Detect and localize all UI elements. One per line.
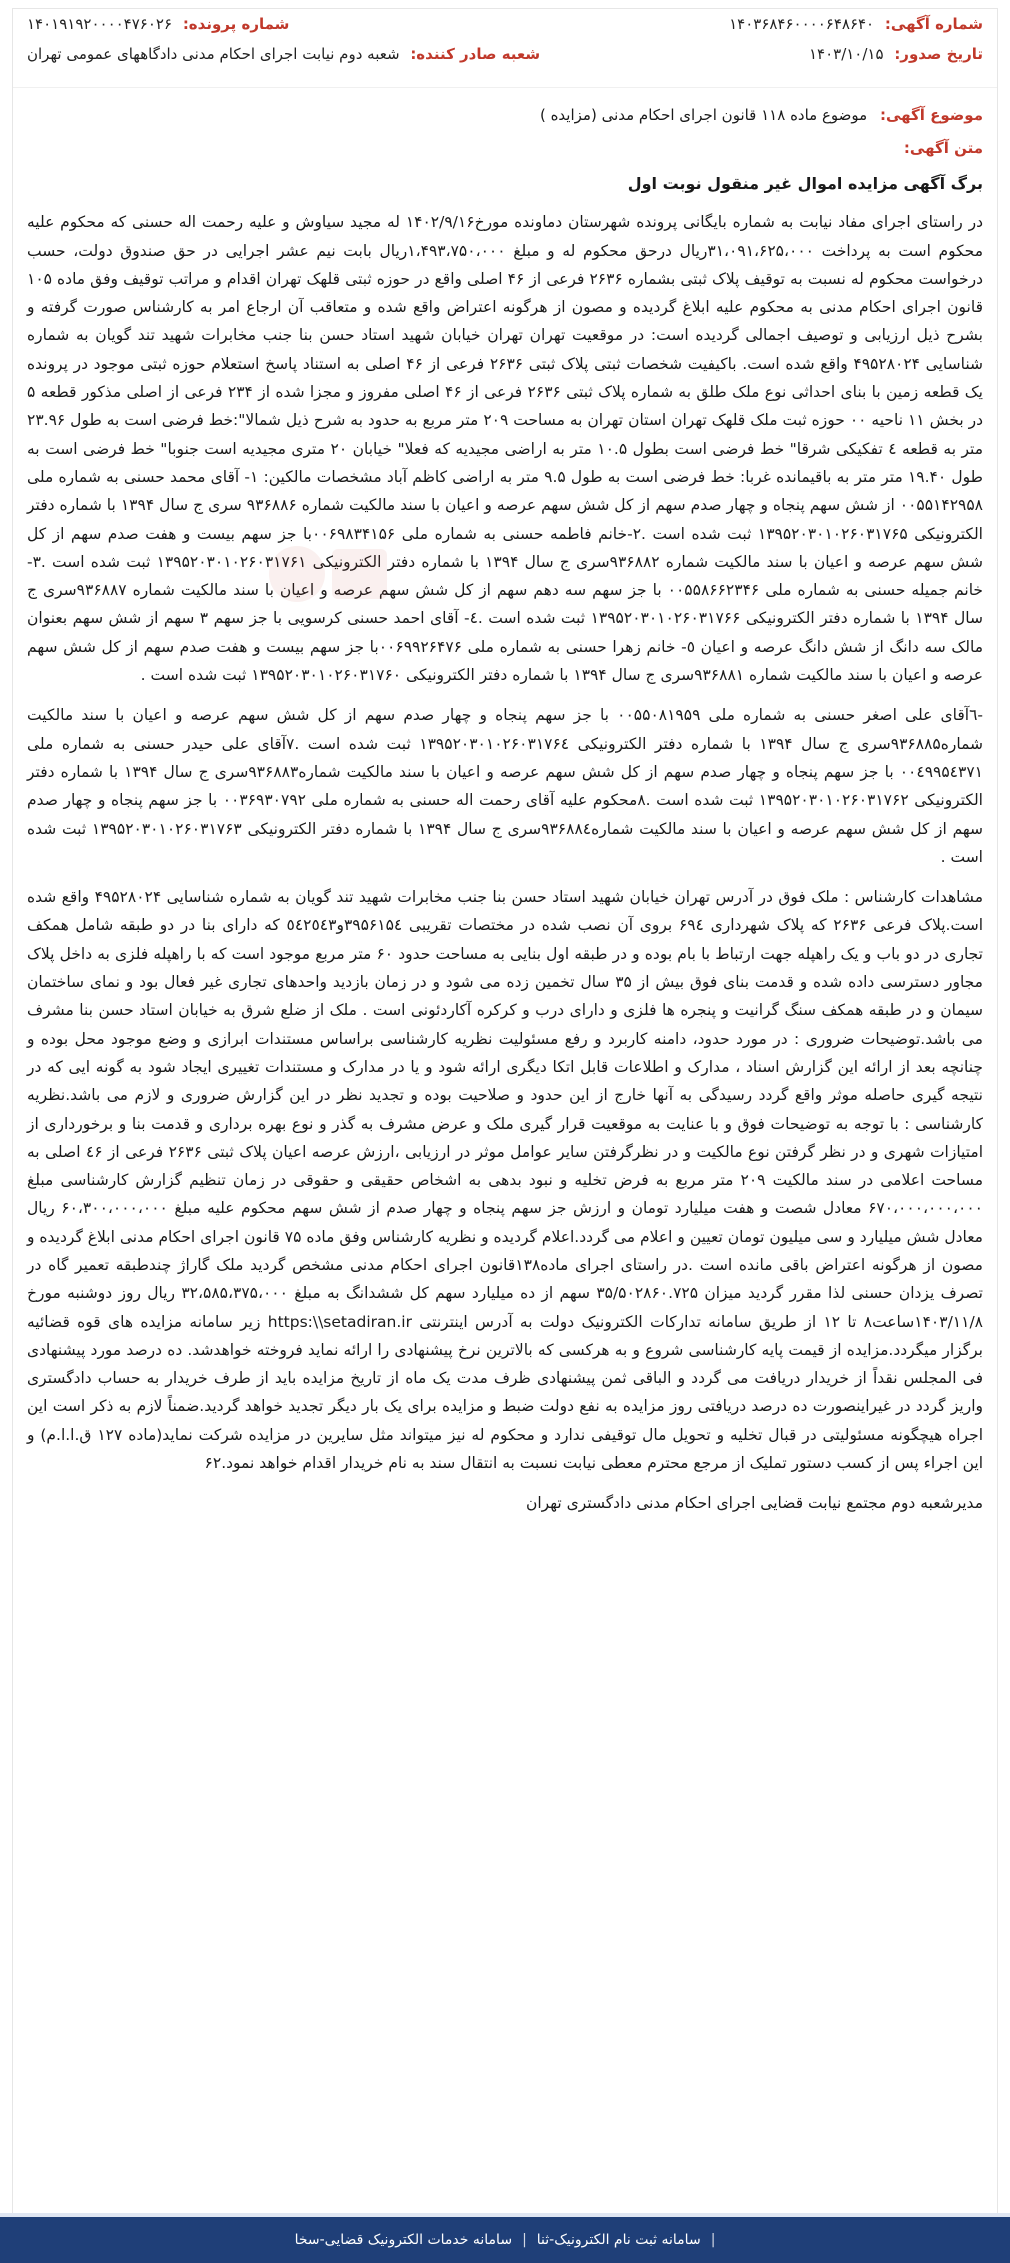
issue-date-value: ۱۴۰۳/۱۰/۱۵ [808,45,884,63]
issuer-field [27,45,540,63]
ad-body [13,170,997,1518]
text-label: متن آگهی: [903,139,983,157]
ad-number-value: ۱۴۰۳۶۸۴۶۰۰۰۰۶۴۸۶۴۰ [729,15,875,33]
ad-number-field [729,15,983,33]
ad-header [13,9,997,79]
footer-link-sana[interactable]: سامانه ثبت نام الکترونیک-ثنا [536,2232,701,2248]
body-paragraph-3: مشاهدات کارشناس : ملک فوق در آدرس تهران خیابان شهید استاد حسن بنا جنب مخابرات شهید تند گویان به شماره شناسایی ۴۹۵۲۸۰۲۴ واقع شده است.پلاک فرعی ۲۶۳۶ که پلاک شهرداری ۶۹٤ بروی آن نصب شده در مختصات تقریبی ۳۹۵۶۱۵٤و٥٤٢٥٤۳ که دارای بنا در دو طبقه شامل همکف تجاری در دو باب و یک راهپله جهت ارتباط با بام بوده و در طبقه اول بنایی به مساحت حدود ۶۰ متر مربع موجود است که با راهپله فلزی به داخل پلاک مجاور دسترسی داده شده و قدمت بنای فوق بیش از ۳۵ سال تخمین زده می شود و در زمان بازدید واحدهای تجاری غیر فعال بود و نمای ساختمان سیمان و در طبقه همکف سنگ گرانیت و پنجره ها فلزی و دارای درب و کرکره آکاردئونی است . ملک از ضلع شرق به خیابان استاد حسن بنا مشرف می باشد.توضیحات ضروری : در مورد حدود، دامنه کاربرد و رفع مسئولیت نظریه کارشناسی براساس مستندات ابرازی و وضع موجود محل بوده و چنانچه بعد از ارائه این گزارش اسناد ، مدارک و اطلاعات قابل اتکا دیگری ارائه شود و یا در مدارک و مستندات تغییری ایجاد شود به گونه ایی که در نتیجه گیری حاصله موثر واقع گردد رسیدگی به آنها خارج از این حدود و صلاحیت بوده و تجدید نظر در این گزارش ضروری و لازم می باشد.نظریه کارشناسی : با توجه به توضیحات فوق و با عنایت به موقعیت قرار گیری ملک و عرض مشرف به گذر و نوع بهره برداری و قدمت بنا و برخورداری از امتیازات شهری و در نظر گرفتن نوع مالکیت و در نظرگرفتن سایر عوامل موثر در ارزیابی ،ارزش عرصه اعیان پلاک ثبتی ۲۶۳۶ فرعی از ٤۶ اصلی به مساحت اعلامی در سند مالکیت ۲۰۹ متر مربع به فرض تخلیه و نبود بدهی به اشخاص حقیقی و حقوقی در زمان تنظیم گزارش کارشناسی مبلغ ۶۷۰،۰۰۰،۰۰۰،۰۰۰ معادل شصت و هفت میلیارد تومان و ارزش جز سهم پنجاه و چهار صدم از شش سهم محکوم علیه مبلغ ۶۰،۳۰۰،۰۰۰،۰۰۰ ریال معادل شش میلیارد و سی میلیون تومان تعیین و اعلام می گردد.اعلام گردیده و نظریه کارشناس وفق ماده ۷۵ قانون اجرای احکام مدنی ابلاغ گردیده و مصون از هرگونه اعتراض باقی مانده است .در راستای اجرای ماده۱۳۸قانون اجرای احکام مدنی مشخص گردید ملک گاراژ چندطبقه تعمیر گاه در تصرف یزدان حسنی لذا مقرر گردید میزان ۳۵/۵۰۲۸۶۰.۷۲۵ سهم از ده میلیارد سهم کل ششدانگ به مبلغ ۳۲،۵۸۵،۳۷۵،۰۰۰ ریال روز دوشنبه مورخ ۱۴۰۳/۱۱/۸ساعت۸ تا ۱۲ از طریق سامانه تدارکات الکترونیک دولت به آدرس اینترنتی https:\\setadiran.ir زیر سامانه مزایده های قوه قضائیه برگزار میگردد.مزایده از قیمت پایه کارشناسی شروع و به هرکسی که بالاترین نرخ پیشنهادی را ارائه نماید فروخته خواهدشد. ده درصد مورد پیشنهادی فی المجلس نقداً از خریدار دریافت می گردد و الباقی ثمن پیشنهادی ظرف مدت یک ماه از تاریخ مزایده باید از طرف خریدار به حساب دادگستری واریز گردد در غیراینصورت ده درصد دریافتی روز مزایده به نفع دولت ضبط و مزایده برای یک بار دیگر تجدید خواهد گردید.ضمناً لازم به ذکر است این اجراه هیچگونه مسئولیتی در قبال تخلیه و تحویل مال توقیفی ندارد و محکوم له نیز میتواند مثل سایرین در مزایده شرکت نماید(ماده ۱۲۷ ق.ا.ا.م) و این اجراء پس از کسب دستور تملیک از مرجع محترم معطی نیابت نسبت به انتقال سند به نام خریدار اقدام خواهد نمود.۶۲ [27,888,984,1473]
header-row-2 [27,45,983,79]
issue-date-field [809,45,983,63]
body-paragraph-2: -٦آقای علی اصغر حسنی به شماره ملی ۰۰۵۵۰۸۱۹۵۹ با جز سهم پنجاه و چهار صدم سهم از کل شش سهم عرصه و اعیان با سند مالکیت شماره۹۳۶۸۸۵سری ج سال ۱۳۹۴ با شماره دفتر الکترونیکی ۱۳۹۵۲۰۳۰۱۰۲۶۰۳۱۷۶٤ ثبت شده است .۷آقای علی حیدر حسنی به شماره ملی ۰۰٤۹۹۵٤۳۷۱ با جز سهم پنجاه و چهار صدم سهم از کل شش سهم عرصه و اعیان با سند مالکیت شماره۹۳۶۸۸۳سری ج سال ۱۳۹۴ با شماره دفتر الکترونیکی ۱۳۹۵۲۰۳۰۱۰۲۶۰۳۱۷۶۲ ثبت شده است .۸محکوم علیه آقای رحمت اله حسنی به شماره ملی ۰۰۳۶۹۳۰۷۹۲ با جز سهم پنجاه و چهار صدم سهم از کل شش سهم عرصه و اعیان با سند مالکیت شماره۹۳۶۸۸٤سری ج سال ۱۳۹۴ با شماره دفتر الکترونیکی ۱۳۹۵۲۰۳۰۱۰۲۶۰۳۱۷۶۳ ثبت شده است . [27,706,984,866]
case-number-label: شماره پرونده: [182,15,290,33]
topic-value: موضوع ماده ۱۱۸ قانون اجرای احکام مدنی (مزایده ) [539,106,868,124]
issue-date-label: تاریخ صدور: [894,45,983,63]
footer-bar [0,2217,1010,2263]
divider [13,87,997,88]
issuer-value: شعبه دوم نیابت اجرای احکام مدنی دادگاههای عمومی تهران [27,45,400,63]
header-row-1 [27,15,983,45]
ad-document [12,8,998,2218]
body-paragraph-1: در راستای اجرای مفاد نیابت به شماره بایگانی پرونده شهرستان دماونده مورخ۱۴۰۲/۹/۱۶ له مجید سیاوش و علیه رحمت اله حسنی که محکوم علیه محکوم است به پرداخت ۳۱،۰۹۱،۶۲۵،۰۰۰ریال درحق محکوم له و مبلغ ۱،۴۹۳،۷۵۰،۰۰۰ریال بابت نیم عشر اجرایی در حق صندوق دولت، حسب درخواست محکوم له نسبت به توقیف پلاک ثبتی بشماره ۲۶۳۶ فرعی از ۴۶ اصلی واقع در حوزه ثبتی قلهک تهران اقدام و مراتب توقیف وفق ماده ۱۰۵ قانون اجرای احکام مدنی به محکوم علیه ابلاغ گردیده و مصون از هرگونه اعتراض واقع شده و متعاقب آن ارجاع امر به کارشناس صورت گرفته و بشرح ذیل ارزیابی و توصیف اجمالی گردیده است: در موقعیت تهران تهران خیابان شهید استاد حسن بنا جنب مخابرات شهید تند گویان به شماره شناسایی ۴۹۵۲۸۰۲۴ واقع شده است. باکیفیت شخصات ثبتی پلاک ثبتی ۲۶۳۶ فرعی از ۴۶ اصلی به استناد پاسخ استعلام حوزه ثبتی موجود در پرونده یک قطعه زمین با بنای احداثی نوع ملک طلق به شماره پلاک ثبتی ۲۶۳۶ فرعی از ۴۶ اصلی مفروز و مجزا شده از ۲۳۴ فرعی از اصلی مذکور قطعه ۵ در بخش ۱۱ ناحیه ۰۰ حوزه ثبت ملک قلهک تهران استان تهران به مساحت ۲۰۹ متر مربع به حدود به شرح ذیل شمالا":خط فرضی است به طول ۲۳.۹۶ متر به قطعه ٤ تفکیکی شرقا" خط فرضی است بطول ۱۰.۵ متر به اراضی مجیدیه که فعلا" خیابان ۲۰ متری مجیدیه است جنوبا" خط فرضی است به طول ۱۹.۴۰ متر متر به باقیمانده غربا: خط فرضی است به طول ۹.۵ متر به اراضی کاظم آباد مشخصات مالکین: ۱- آقای محمد حسنی به شماره ملی ۰۰۵۵۱۴۲۹۵۸ از شش سهم پنجاه و چهار صدم سهم از کل شش سهم عرصه و اعیان با سند مالکیت شماره ۹۳۶۸۸۶ سری ج سال ۱۳۹۴ با شماره دفتر الکترونیکی ۱۳۹۵۲۰۳۰۱۰۲۶۰۳۱۷۶۵ ثبت شده است .۲-خانم فاطمه حسنی به شماره ملی ۰۰۶۹۸۳۴۱۵۶با جز سهم بیست و هفت صدم سهم از کل شش سهم عرصه و اعیان با سند مالکیت شماره ۹۳۶۸۸۲سری ج سال ۱۳۹۴ با شماره دفتر الکترونیکی ۱۳۹۵۲۰۳۰۱۰۲۶۰۳۱۷۶۱ ثبت شده است .۳- خانم جمیله حسنی به شماره ملی ۰۰۵۵۸۶۶۲۳۴۶ با جز سهم سه دهم سهم از کل شش سهم عرصه و اعیان با سند مالکیت شماره ۹۳۶۸۸۷سری ج سال ۱۳۹۴ با شماره دفتر الکترونیکی ۱۳۹۵۲۰۳۰۱۰۲۶۰۳۱۷۶۶ ثبت شده است .٤- آقای احمد حسنی کرسویی با جز سهم ۳ سهم از شش سهم بعنوان مالک سه دانگ از شش دانگ عرصه و اعیان ٥- خانم زهرا حسنی به شماره ملی ۰۰۶۹۹۲۶۴۷۶با جز سهم بیست و هفت صدم سهم از کل شش سهم عرصه و اعیان با سند مالکیت شماره ۹۳۶۸۸۱سری ج سال ۱۳۹۴ با شماره دفتر الکترونیکی ۱۳۹۵۲۰۳۰۱۰۲۶۰۳۱۷۶۰ ثبت شده است . [27,213,984,685]
topic-label: موضوع آگهی: [879,106,983,124]
signature: مدیرشعبه دوم مجتمع نیابت قضایی اجرای احکام مدنی دادگستری تهران [525,1494,983,1513]
case-number-value: ۱۴۰۱۹۱۹۲۰۰۰۰۴۷۶۰۲۶ [27,15,173,33]
ad-title: برگ آگهی مزایده اموال غیر منقول نوبت اول [627,174,983,193]
footer-separator-2: | [522,2232,527,2248]
ad-number-label: شماره آگهی: [884,15,983,33]
ad-topic [13,98,997,132]
footer-separator-1: | [710,2232,716,2248]
footer-link-sakha[interactable]: سامانه خدمات الکترونیک قضایی-سخا [294,2232,513,2248]
issuer-label: شعبه صادر کننده: [410,45,541,63]
case-number-field [27,15,289,33]
